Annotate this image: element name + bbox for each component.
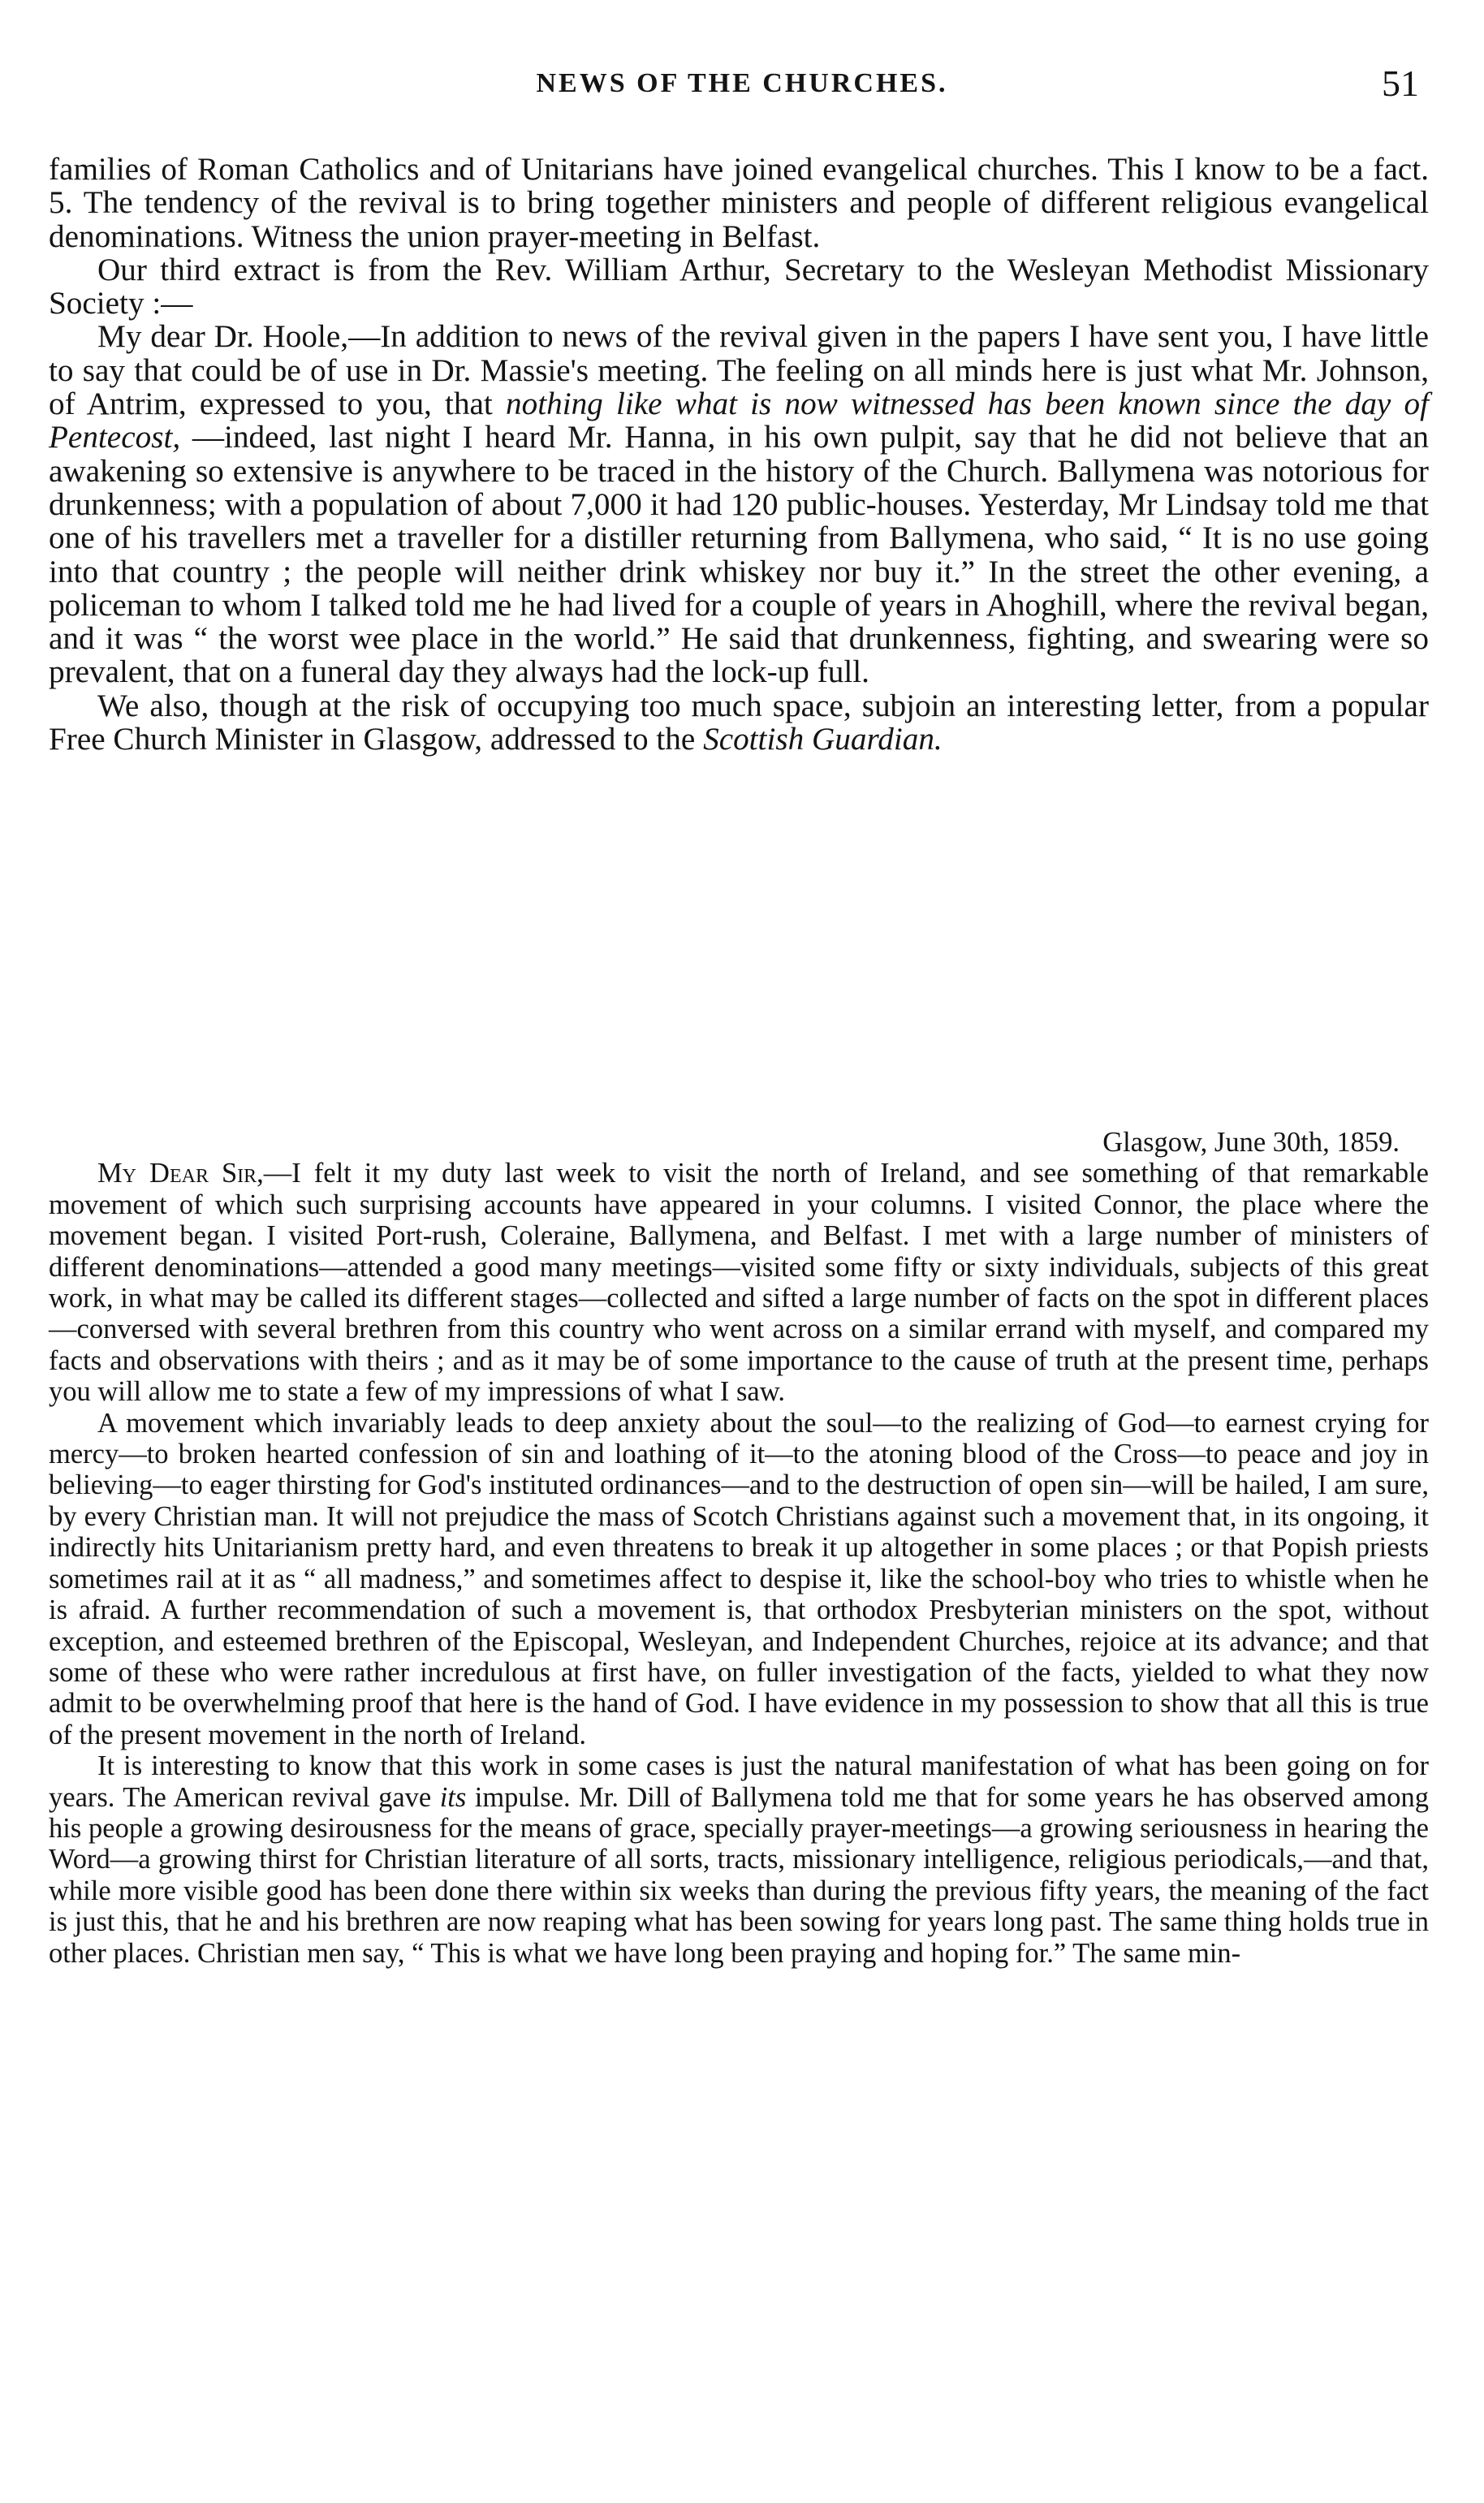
running-head <box>49 50 1435 104</box>
glasgow-intro-text: We also, though at the risk of occupying too much space, subjoin an interesting letter, from a popular Free Church Minister in Glasgow, addressed to the <box>49 688 1429 757</box>
glasgow-intro-paragraph <box>49 689 1429 757</box>
letter-paragraph-1 <box>49 1158 1429 1407</box>
letter-paragraph-3-text-cont: impulse. Mr. Dill of Ballymena told me that for some years he has observed among his people a growing desirousness for the means of grace, specially prayer-meetings—a growing seriousness in hearing the Word—a growing thirst for Christian literature of all sorts, tracts, missionary intelligence, religious periodicals,—and that, while more visible good has been done there within six weeks than during the previous fifty years, the meaning of the fact is just this, that he and his brethren are now reaping what has been sowing for years long past. The same thing holds true in other places. Christian men say, “ This is what we have long been praying and hoping for.” The same min- <box>49 1781 1429 1969</box>
pentecost-quote: nothing like what is now witnessed has been known since the day of Pentecost, <box>49 386 1429 455</box>
letter-paragraph-3-text: It is interesting to know that this work in some cases is just the natural manifestation of what has been going on for years. The American revival gave <box>49 1750 1429 1813</box>
page-number: 51 <box>1382 63 1419 104</box>
running-title: NEWS OF THE CHURCHES. <box>536 68 948 98</box>
letter-paragraph-1-text: —I felt it my duty last week to visit the north of Ireland, and see something of that remarkable movement of which such surprising accounts have appeared in your columns. I visited Connor, the place where the movement began. I visited Port-rush, Coleraine, Ballymena, and Belfast. I met with a large number of ministers of different denominations—attended a good many meetings—visited some fifty or sixty individuals, subjects of this great work, in what may be called its different stages—collected and sifted a large number of facts on the spot in different places—conversed with several brethren from this country who went across on a similar errand with myself, and compared my facts and observations with theirs ; and as it may be of some importance to the cause of truth at the present time, perhaps you will allow me to state a few of my impressions of what I saw. <box>49 1158 1429 1408</box>
letter-salutation: My Dear Sir, <box>97 1158 264 1189</box>
scottish-guardian-title: Scottish Guardian. <box>703 722 943 757</box>
letter-paragraph-3 <box>49 1750 1429 1969</box>
letter-paragraph-2: A movement which invariably leads to deep anxiety about the soul—to the realizing of God—to earnest crying for mercy—to broken hearted confession of sin and loathing of it—to the atoning blood of the Cross—to peace and joy in believing—to eager thirsting for God's instituted ordinances—and to the destruction of open sin—will be hailed, I am sure, by every Christian man. It will not prejudice the mass of Scotch Christians against such a movement that, in its ongoing, it indirectly hits Unitarianism pretty hard, and even threatens to break it up altogether in some places ; or that Popish priests sometimes rail at it as “ all madness,” and sometimes affect to despise it, like the school-boy who tries to whistle when he is afraid. A further recommendation of such a movement is, that orthodox Presbyterian ministers on the spot, without exception, and esteemed brethren of the Episcopal, Wesleyan, and Independent Churches, rejoice at its advance; and that some of these who were rather incredulous at first have, on fuller investigation of the facts, yielded to what they now admit to be overwhelming proof that here is the hand of God. I have evidence in my possession to show that all this is true of the present movement in the north of Ireland. <box>49 1407 1429 1750</box>
extract-intro-paragraph: Our third extract is from the Rev. William Arthur, Secretary to the Wesleyan Methodist Missionary Society :— <box>49 252 1429 322</box>
letter-dateline: Glasgow, June 30th, 1859. <box>1102 1127 1400 1158</box>
continuation-paragraph: families of Roman Catholics and of Unitarians have joined evangelical churches. This I know to be a fact. 5. The tendency of the revival is to bring together ministers and people of different religious evangelical denominations. Witness the union prayer-meeting in Belfast. <box>49 152 1429 254</box>
letter-text-small <box>49 1127 1429 1969</box>
main-text-large <box>49 153 1429 756</box>
arthur-letter-text-cont: —indeed, last night I heard Mr. Hanna, in his own pulpit, say that he did not believe that an awakening so extensive is anywhere to be traced in the history of the Church. Ballymena was notorious for drunkenness; with a population of about 7,000 it had 120 public-houses. Yesterday, Mr Lindsay told me that one of his travellers met a traveller for a distiller returning from Ballymena, who said, “ It is no use going into that country ; the people will neither drink whiskey nor buy it.” In the street the other evening, a policeman to whom I talked told me he had lived for a couple of years in Ahoghill, where the revival began, and it was “ the worst wee place in the world.” He said that drunkenness, fighting, and swearing were so prevalent, that on a funeral day they always had the lock-up full. <box>49 420 1429 690</box>
arthur-letter-paragraph <box>49 320 1429 688</box>
arthur-letter-text: My dear Dr. Hoole,—In addition to news of the revival given in the papers I have sent you, I have little to say that could be of use in Dr. Massie's meeting. The feeling on all minds here is just what Mr. Johnson, of Antrim, expressed to you, that <box>49 319 1429 422</box>
its-emphasis: its <box>439 1781 467 1813</box>
